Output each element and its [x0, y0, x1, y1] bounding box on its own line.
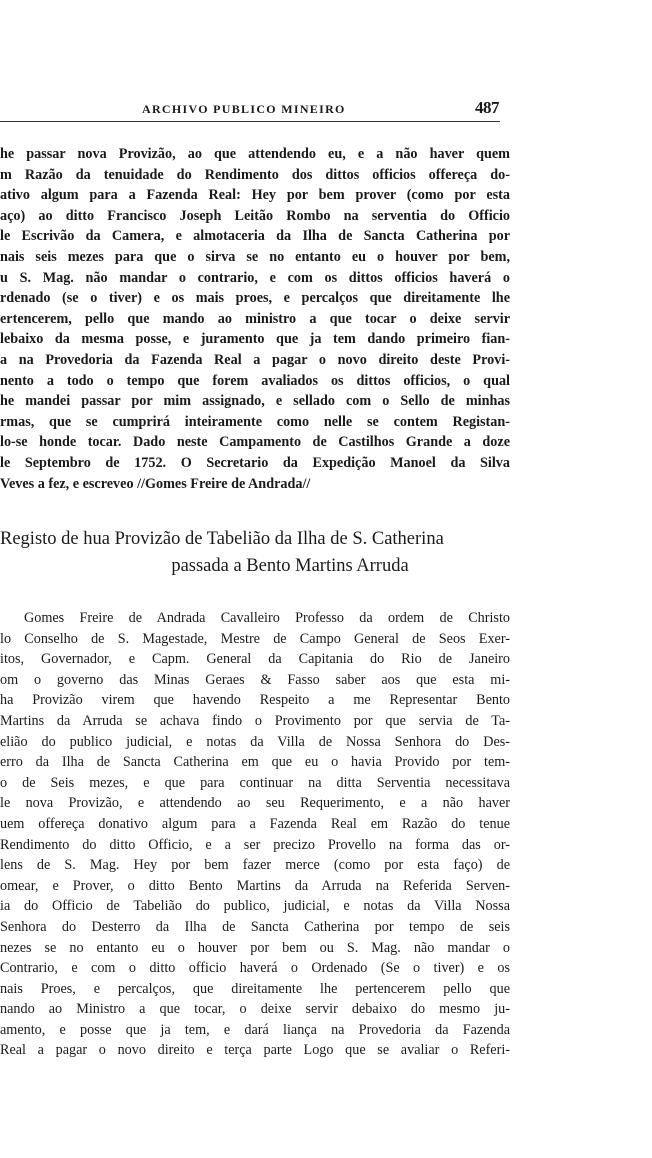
text-line: lo Conselho de S. Magestade, Mestre de Campo General de Seos Exer- — [0, 630, 510, 647]
text-line: Martins da Arruda se achava findo o Provimento por que servia de Ta- — [0, 712, 510, 729]
text-line: ativo algum para a Fazenda Real: Hey por bem prover (como por esta — [0, 187, 510, 204]
text-line: Senhora do Desterro da Ilha de Sancta Catherina por tempo de seis — [0, 918, 510, 935]
text-line: ertencerem, pello que mando ao ministro a que tocar o deixe servir — [0, 310, 510, 327]
text-line: nezes se no entanto eu o houver por bem ou S. Mag. não mandar o — [0, 939, 510, 956]
text-line: ia do Officio de Tabelião do publico, judicial, e notas da Villa Nossa — [0, 898, 510, 915]
text-line: he passar nova Provizão, ao que attendendo eu, e a não haver quem — [0, 146, 510, 162]
text-line: nais Proes, e percalços, que direitamente lhe pertencerem pello que — [0, 980, 510, 997]
text-line: nando ao Ministro a que tocar, o deixe servir debaixo do mesmo ju- — [0, 1001, 510, 1018]
text-line: ha Provizão virem que havendo Respeito a me Representar Bento — [0, 692, 510, 709]
page-number: 487 — [475, 98, 499, 117]
text-line: le Escrivão da Camera, e almotaceria da Ilha de Sancta Catherina por — [0, 228, 510, 245]
paragraph-1 — [0, 144, 510, 494]
text-line: amento, e posse que ja tem, e dará liança na Provedoria da Fazenda — [0, 1021, 510, 1038]
text-line: lens de S. Mag. Hey por bem fazer merce (como por esta faço) de — [0, 857, 510, 874]
text-line: omear, e Prover, o ditto Bento Martins da Arruda na Referida Serven- — [0, 877, 510, 894]
text-line: lebaixo da mesma posse, e juramento que ja tem dando primeiro fian- — [0, 331, 510, 348]
text-line: u S. Mag. não mandar o contrario, e com os dittos officios haverá o — [0, 269, 510, 286]
text-line: lo-se honde tocar. Dado neste Campamento de Castilhos Grande a doze — [0, 434, 510, 451]
section-title — [0, 526, 520, 580]
text-line: le nova Provizão, e attendendo ao seu Requerimento, e a não haver — [0, 795, 510, 812]
text-line: le Septembro de 1752. O Secretario da Expedição Manoel da Silva — [0, 454, 510, 471]
section-title-line-2: passada a Bento Martins Arruda — [171, 556, 409, 576]
text-line: he mandei passar por mim assignado, e sellado com o Sello de minhas — [0, 393, 510, 410]
text-line: rmas, que se cumprirá inteiramente como nelle se contem Registan- — [0, 413, 510, 430]
text-line: elião do publico judicial, e notas da Villa de Nossa Senhora do Des- — [0, 733, 510, 750]
text-line: Rendimento do ditto Officio, e a ser precizo Provello na forma das or- — [0, 836, 510, 853]
text-line: m Razão da tenuidade do Rendimento dos dittos officios offereça do- — [0, 166, 510, 183]
running-header — [0, 98, 652, 122]
header-rule — [0, 121, 500, 122]
text-line: aço) ao ditto Francisco Joseph Leitão Rombo na serventia do Officio — [0, 207, 510, 224]
text-line: Contrario, e com o ditto officio haverá o Ordenado (Se o tiver) e os — [0, 960, 510, 977]
text-line: nais seis mezes para que o sirva se no entanto eu o houver por bem, — [0, 248, 510, 265]
text-line: Real a pagar o novo direito e terça parte Logo que se avaliar o Referi- — [0, 1042, 510, 1059]
text-line: nento a todo o tempo que forem avaliados os dittos officios, o qual — [0, 372, 510, 389]
text-line: o de Seis mezes, e que para continuar na ditta Serventia necessitava — [0, 774, 510, 791]
paragraph-2 — [0, 608, 510, 1061]
text-line: a na Provedoria da Fazenda Real a pagar o novo direito deste Provi- — [0, 351, 510, 368]
text-line: rdenado (se o tiver) e os mais proes, e percalços que direitamente lhe — [0, 290, 510, 307]
text-line: erro da Ilha de Sancta Catherina em que eu o havia Provido por tem- — [0, 754, 510, 771]
text-line: om o governo das Minas Geraes & Fasso saber aos que esta mi- — [0, 671, 510, 688]
text-line: Veves a fez, e escreveo //Gomes Freire de Andrada// — [0, 475, 311, 492]
section-title-line-1: Registo de hua Provizão de Tabelião da Ilha de S. Catherina — [0, 529, 444, 549]
text-line: Gomes Freire de Andrada Cavalleiro Professo da ordem de Christo — [24, 610, 510, 626]
text-line: itos, Governador, e Capm. General da Capitania do Rio de Janeiro — [0, 651, 510, 668]
text-line: uem offereça donativo algum para a Fazenda Real em Razão do tenue — [0, 815, 510, 832]
running-title: ARCHIVO PUBLICO MINEIRO — [142, 102, 346, 116]
